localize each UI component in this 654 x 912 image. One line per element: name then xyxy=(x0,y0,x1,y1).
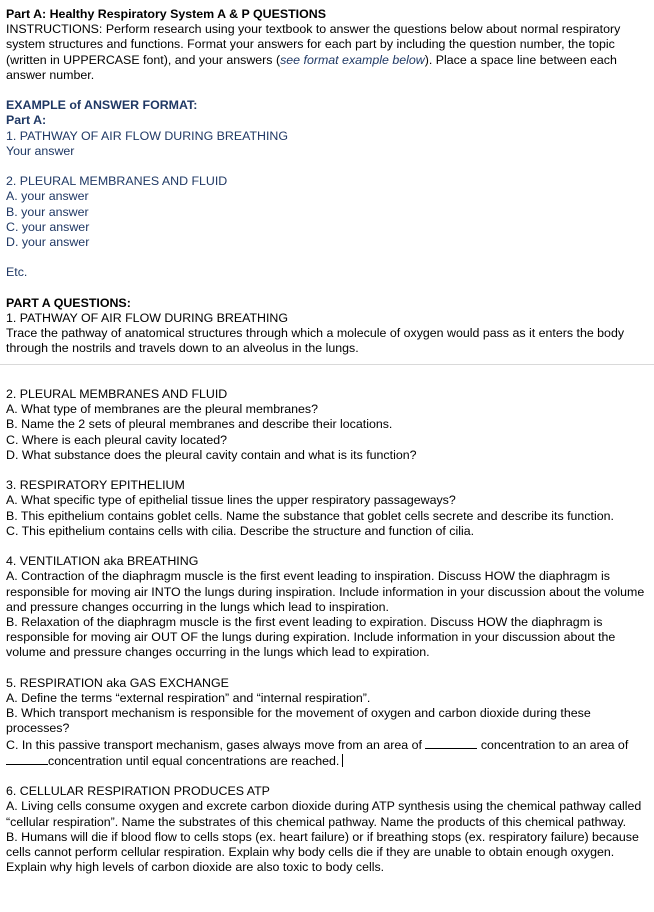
q2-item: C. Where is each pleural cavity located? xyxy=(6,432,228,447)
example-q1-answer: Your answer xyxy=(6,143,75,158)
q6-title: 6. CELLULAR RESPIRATION PRODUCES ATP xyxy=(6,784,270,799)
q3-item: A. What specific type of epithelial tissue lines the upper respiratory passageways? xyxy=(6,493,456,508)
q4-item: A. Contraction of the diaphragm muscle is the first event leading to inspiration. Discuss HOW the diaphragm is responsible for moving air INTO the lungs during inspiration. Include information in your discussion about the volume and pressure changes occurring in the lungs which lead to inspiration. xyxy=(6,569,645,614)
example-q2-title: 2. PLEURAL MEMBRANES AND FLUID xyxy=(6,174,228,189)
q1-text: Trace the pathway of anatomical structures through which a molecule of oxygen would pass as it enters the body through the nostrils and travels down to an alveolus in the lungs. xyxy=(6,326,625,356)
q5-item-c xyxy=(6,737,650,769)
example-etc: Etc. xyxy=(6,265,28,280)
q3-item: B. This epithelium contains goblet cells. Name the substance that goblet cells secrete and describe its function. xyxy=(6,508,614,523)
questions-heading: PART A QUESTIONS: xyxy=(6,295,131,310)
example-answer-line: A. your answer xyxy=(6,189,89,204)
q5-title: 5. RESPIRATION aka GAS EXCHANGE xyxy=(6,675,229,690)
instructions-text-before: Perform research using your textbook to answer the questions below about normal respiratory system structures and functions. Format your answers for each part by including the question number, the topic (written in UPPERCASE font), and your answers ( xyxy=(6,22,621,67)
example-q1-title: 1. PATHWAY OF AIR FLOW DURING BREATHING xyxy=(6,128,289,143)
example-part-label: Part A: xyxy=(6,113,47,128)
q2-item: B. Name the 2 sets of pleural membranes and describe their locations. xyxy=(6,417,393,432)
document-page xyxy=(6,7,650,875)
format-example-link[interactable]: see format example below xyxy=(280,52,425,67)
q6-item: A. Living cells consume oxygen and excrete carbon dioxide during ATP synthesis using the chemical pathway called “cellular respiration”. Name the substrates of this chemical pathway. Name the products of this chemical pathway. xyxy=(6,799,642,829)
text-cursor xyxy=(342,754,343,767)
q1-title: 1. PATHWAY OF AIR FLOW DURING BREATHING xyxy=(6,311,289,325)
q3-title: 3. RESPIRATORY EPITHELIUM xyxy=(6,478,185,493)
example-heading: EXAMPLE of ANSWER FORMAT: xyxy=(6,98,198,113)
q5-item-a: A. Define the terms “external respiration” and “internal respiration”. xyxy=(6,691,371,705)
q4-title: 4. VENTILATION aka BREATHING xyxy=(6,554,199,569)
example-answer-line: D. your answer xyxy=(6,235,90,250)
example-answer-line: C. your answer xyxy=(6,219,90,234)
q6-item: B. Humans will die if blood flow to cells stops (ex. heart failure) or if breathing stops (ex. respiratory failure) because cells cannot perform cellular respiration. Explain why body cells die if they are unable to obtain enough oxygen. Explain why high levels of carbon dioxide are also toxic to body cells. xyxy=(6,829,639,875)
q4-item: B. Relaxation of the diaphragm muscle is the first event leading to expiration. Discuss HOW the diaphragm is responsible for moving air OUT OF the lungs during expiration. Include information in your discussion about the volume and pressure changes occurring in the lungs which lead to expiration. xyxy=(6,615,616,660)
q2-item: A. What type of membranes are the pleural membranes? xyxy=(6,402,318,417)
q2-title: 2. PLEURAL MEMBRANES AND FLUID xyxy=(6,386,228,401)
q5-item-b: B. Which transport mechanism is responsible for the movement of oxygen and carbon dioxide during these processes? xyxy=(6,706,591,736)
q3-item: C. This epithelium contains cells with cilia. Describe the structure and function of cilia. xyxy=(6,523,475,538)
q5-item-c-part3: concentration until equal concentrations are reached. xyxy=(48,753,340,768)
example-answer-line: B. your answer xyxy=(6,204,89,219)
q5-item-c-part2: concentration to an area of xyxy=(477,737,629,752)
instructions-label: INSTRUCTIONS: xyxy=(6,22,103,37)
fill-blank-1[interactable] xyxy=(425,737,477,749)
q2-item: D. What substance does the pleural cavity contain and what is its function? xyxy=(6,447,417,462)
part-a-title: Part A: Healthy Respiratory System A & P QUESTIONS xyxy=(6,7,326,21)
q5-item-c-part1: C. In this passive transport mechanism, gases always move from an area of xyxy=(6,737,426,752)
instructions-paragraph xyxy=(6,22,650,83)
fill-blank-2[interactable] xyxy=(6,753,48,765)
instructions-text-after: ). Place a space line between each answer number. xyxy=(6,52,617,82)
